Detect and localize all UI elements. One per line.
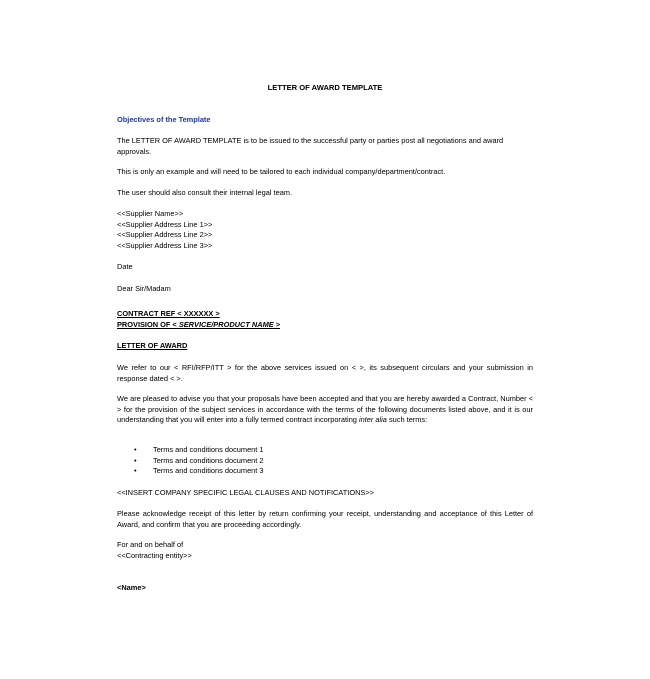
supplier-address-line-2: <<Supplier Address Line 2>>	[117, 230, 213, 239]
supplier-address-line-3: <<Supplier Address Line 3>>	[117, 240, 213, 250]
bullet-icon: •	[134, 455, 137, 465]
name-placeholder: <Name>	[117, 583, 146, 592]
intro-paragraph-2: This is only an example and will need to be tailored to each individual company/department/contract.	[117, 167, 446, 176]
provision-line	[117, 320, 533, 331]
provision-suffix: >	[273, 319, 281, 329]
letter-of-award-heading: LETTER OF AWARD	[117, 341, 188, 350]
document-3: Terms and conditions document 3	[153, 466, 264, 475]
list-item	[117, 445, 417, 456]
documents-list	[117, 445, 417, 477]
contract-ref-block	[117, 309, 533, 330]
list-item	[117, 466, 417, 477]
intro-paragraph-1: The LETTER OF AWARD TEMPLATE is to be issued to the successful party or parties post all negotiations and award approvals.	[117, 136, 504, 156]
body-paragraph-1: We refer to our < RFI/RFP/ITT > for the above services issued on < >, its subsequent circulars and your submission in response dated < >.	[117, 363, 533, 383]
date-label: Date	[117, 262, 133, 271]
body-paragraph-2-italic: inter alia	[358, 415, 387, 424]
provision-name: SERVICE/PRODUCT NAME	[178, 319, 274, 329]
document-2: Terms and conditions document 2	[153, 455, 264, 465]
body-paragraph-2-text-a: We are pleased to advise you that your proposals have been accepted and that you are hereby awarded a Contract, Number < > for the provision of the subject services in accordance with the terms of the following documents listed above, and it is our understanding that you will enter into a fully termed contract incorporating	[117, 394, 533, 424]
provision-prefix: PROVISION OF <	[117, 319, 179, 329]
salutation: Dear Sir/Madam	[117, 284, 171, 293]
document-title: LETTER OF AWARD TEMPLATE	[267, 83, 383, 92]
body-paragraph-2	[117, 394, 533, 426]
supplier-address-line-1: <<Supplier Address Line 1>>	[117, 219, 213, 229]
supplier-address-block	[117, 209, 533, 251]
body-paragraph-2-text-b: such terms:	[386, 415, 428, 424]
signature-block	[117, 540, 533, 561]
objectives-heading: Objectives of the Template	[117, 115, 211, 124]
document-1: Terms and conditions document 1	[153, 445, 264, 454]
bullet-icon: •	[134, 466, 137, 475]
bullet-icon: •	[134, 445, 137, 454]
legal-clauses-placeholder: <<INSERT COMPANY SPECIFIC LEGAL CLAUSES AND NOTIFICATIONS>>	[117, 488, 374, 497]
intro-paragraph-3: The user should also consult their internal legal team.	[117, 188, 293, 197]
contracting-entity: <<Contracting entity>>	[117, 550, 192, 560]
acknowledge-paragraph: Please acknowledge receipt of this letter by return confirming your receipt, understanding and acceptance of this Letter of Award, and confirm that you are proceeding accordingly.	[117, 509, 533, 529]
contract-ref: CONTRACT REF < XXXXXX >	[117, 309, 220, 318]
list-item	[117, 456, 417, 467]
supplier-name: <<Supplier Name>>	[117, 209, 184, 218]
behalf-line: For and on behalf of	[117, 540, 184, 549]
